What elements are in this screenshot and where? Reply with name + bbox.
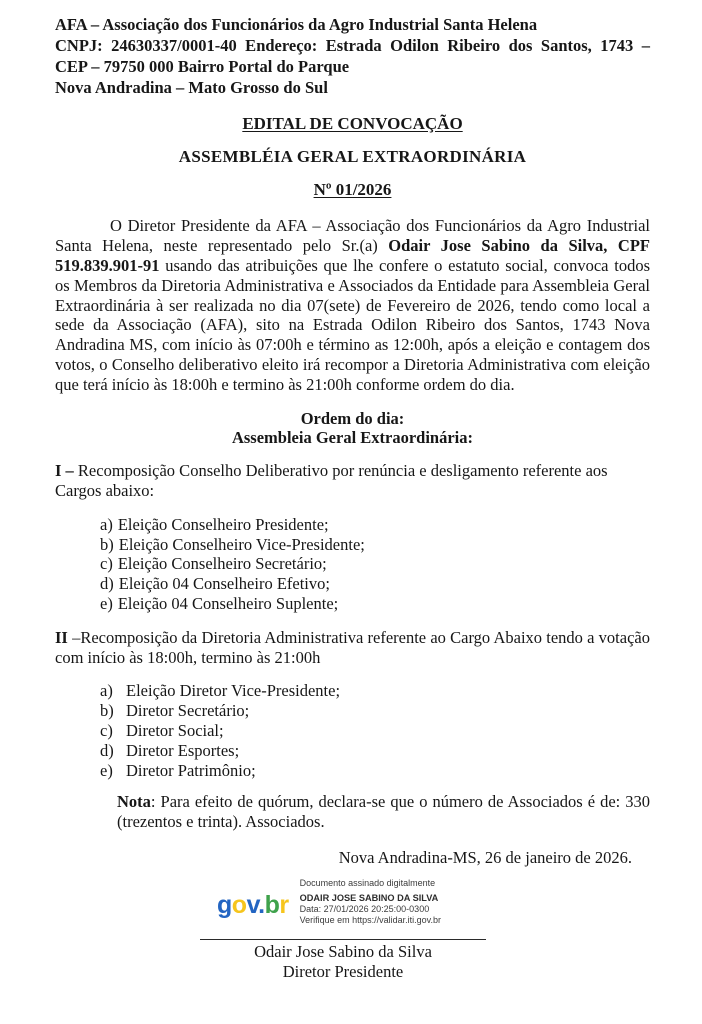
list-item-marker: a) [100,681,113,701]
list-item-text: Eleição Diretor Vice-Presidente; [126,681,341,701]
logo-letter: o [231,891,247,920]
date-line: Nova Andradina-MS, 26 de janeiro de 2026. [338,847,632,867]
signature-block [200,939,486,982]
agenda-heading-line2: Assembleia Geral Extraordinária: [231,428,474,448]
section-2-text: –Recomposição da Diretoria Administrativa referente ao Cargo Abaixo tendo a votação com início às 18:00h, termino às 21:00h [55,627,650,667]
intro-paragraph [55,216,650,394]
assembly-title-text: ASSEMBLÉIA GERAL EXTRAORDINÁRIA [178,146,527,166]
signer-name-cpf: Odair Jose Sabino da Silva, CPF 519.839.901-91 [55,236,650,275]
list-item [100,554,650,574]
logo-letter: r [279,891,289,920]
section-1-text: Recomposição Conselho Deliberativo por renúncia e desligamento referente aos Cargos abaixo: [55,461,608,500]
govbr-stamp [217,878,650,926]
note-label: Nota [117,792,151,812]
intro-part2: usando das atribuições que lhe confere o estatuto social, convoca todos os Membros da Diretoria Administrativa e Associados da Entidade para Assembleia Geral Extraordinária à ser realizada no dia 07(sete) de Fevereiro de 2026, tendo como local a sede da Associação (AFA), sito na Estrada Odilon Ribeiro dos Santos, 1743 Nova Andradina MS, com início às 07:00h e término as 12:00h, após a eleição e contagem dos votos, o Conselho deliberativo eleito irá recompor a Diretoria Administrativa com eleição que terá início às 18:00h e termino às 21:00h conforme ordem do dia. [55,255,650,394]
stamp-signer-name: ODAIR JOSE SABINO DA SILVA [299,892,439,903]
list-item [100,515,650,535]
agenda-heading-line1: Ordem do dia: [300,408,405,428]
list-item-text: Diretor Secretário; [126,701,250,721]
list-item-text: Diretor Esportes; [126,740,240,760]
list-item [100,741,650,761]
list-item [100,574,650,594]
intro-part1: O Diretor Presidente da AFA – Associação dos Funcionários da Agro Industrial Santa Helena, neste representado pelo Sr.(a) [55,216,650,256]
section-1-heading [55,461,650,501]
logo-letter: . [258,891,265,920]
org-city-line: Nova Andradina – Mato Grosso do Sul [55,78,328,97]
org-name-line: AFA – Associação dos Funcionários da Agro Industrial Santa Helena [55,15,538,34]
stamp-verify-url: Verifique em https://validar.iti.gov.br [299,914,441,925]
edict-number-text: Nº 01/2026 [313,179,392,199]
section-1-marker: I – [55,461,78,481]
list-item-marker: c) [100,720,113,740]
logo-letter: v [246,891,259,920]
list-item-text: Diretor Patrimônio; [126,760,256,780]
list-item [100,594,650,614]
agenda-list-1 [100,515,650,614]
list-item-marker: a) [100,514,113,534]
list-item-text: Diretor Social; [126,720,224,740]
edict-number [55,180,650,200]
list-item-marker: d) [100,574,114,594]
list-item [100,761,650,781]
list-item-marker: b) [100,534,114,554]
stamp-header: Documento assinado digitalmente [299,877,436,888]
signatory-role: Diretor Presidente [282,961,404,981]
section-2-heading [55,628,650,668]
stamp-date: Data: 27/01/2026 20:25:00-0300 [299,903,430,914]
list-item-text: Eleição Conselheiro Secretário; [117,554,327,574]
govbr-logo [217,885,289,918]
list-item-marker: b) [100,701,114,721]
list-item [100,701,650,721]
list-item [100,721,650,741]
quorum-note [117,792,650,832]
org-cep-line: CEP – 79750 000 Bairro Portal do Parque [55,57,350,76]
signatory-name: Odair Jose Sabino da Silva [254,941,432,961]
assembly-title [55,147,650,167]
list-item-text: Eleição Conselheiro Presidente; [117,514,329,534]
list-item [100,681,650,701]
org-cnpj-address-line: CNPJ: 24630337/0001-40 Endereço: Estrada Odilon Ribeiro dos Santos, 1743 – [55,36,650,55]
edital-title-text: EDITAL DE CONVOCAÇÃO [242,114,463,133]
list-item-marker: d) [100,740,114,760]
logo-letter: b [264,891,280,920]
note-text: : Para efeito de quórum, declara-se que o número de Associados é de: 330 (trezentos e trinta). Associados. [117,792,650,832]
list-item-text: Eleição 04 Conselheiro Efetivo; [118,574,330,594]
org-header [55,14,650,98]
edital-title [55,114,650,134]
section-2-marker: II [55,627,73,647]
list-item-text: Eleição 04 Conselheiro Suplente; [117,593,339,613]
list-item-text: Eleição Conselheiro Vice-Presidente; [118,534,365,554]
signature-line [200,939,486,940]
logo-letter: g [217,891,232,920]
list-item-marker: e) [100,593,113,613]
agenda-heading [55,409,650,449]
stamp-text-block [300,878,441,926]
list-item-marker: c) [100,554,113,574]
agenda-list-2 [100,681,650,780]
list-item-marker: e) [100,760,113,780]
list-item [100,535,650,555]
